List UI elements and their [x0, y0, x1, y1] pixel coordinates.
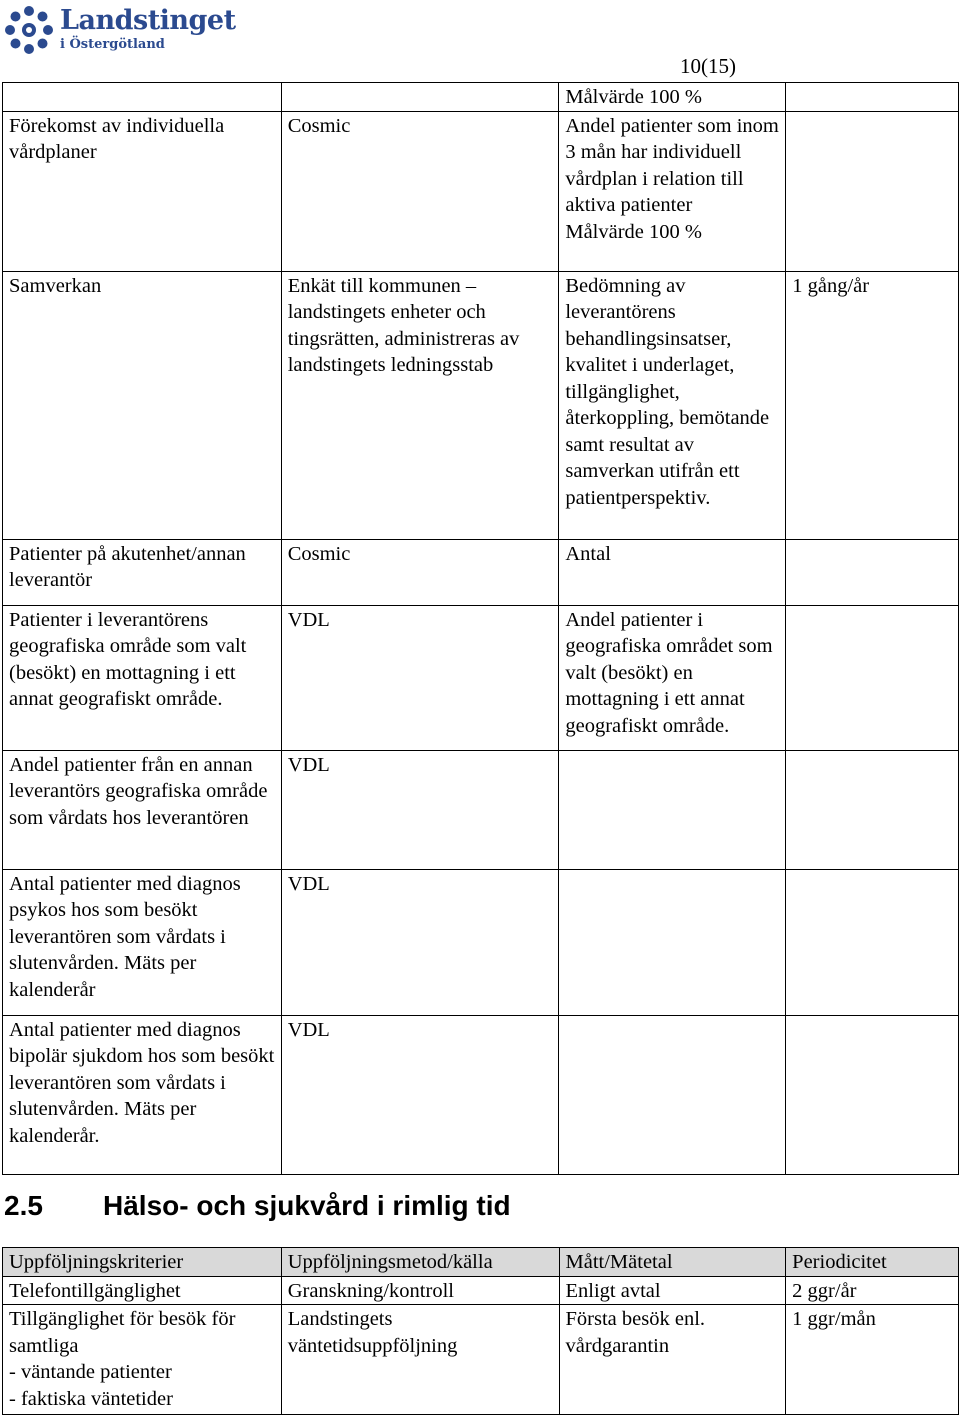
table-cell: Målvärde 100 %	[559, 83, 786, 112]
column-header: Uppföljningsmetod/källa	[281, 1248, 559, 1277]
table-cell: Granskning/kontroll	[281, 1276, 559, 1305]
section-heading	[4, 1190, 511, 1222]
table-row	[3, 111, 959, 271]
column-header: Uppföljningskriterier	[3, 1248, 282, 1277]
table-cell	[786, 111, 959, 271]
table-cell	[559, 1015, 786, 1174]
table-row	[3, 869, 959, 1015]
table-cell	[559, 869, 786, 1015]
table-row	[3, 1276, 959, 1305]
table-cell: Antal	[559, 539, 786, 605]
table-cell: VDL	[281, 1015, 559, 1174]
table-cell: Cosmic	[281, 111, 559, 271]
page-number: 10(15)	[680, 54, 736, 78]
table-cell: Andel patienter som inom 3 mån har individuell vårdplan i relation till aktiva patienter Målvärde 100 %	[559, 111, 786, 271]
table-cell: Bedömning av leverantörens behandlingsinsatser, kvalitet i underlaget, tillgänglighet, återkoppling, bemötande samt resultat av samverkan utifrån ett patientperspektiv.	[559, 271, 786, 539]
followup-table-continued	[2, 82, 959, 1175]
table-cell: Förekomst av individuella vårdplaner	[3, 111, 282, 271]
table-cell: Antal patienter med diagnos psykos hos som besökt leverantören som vårdats i slutenvården. Mäts per kalenderår	[3, 869, 282, 1015]
table-cell: Patienter på akutenhet/annan leverantör	[3, 539, 282, 605]
table-cell: Cosmic	[281, 539, 559, 605]
column-header: Mått/Mätetal	[559, 1248, 786, 1277]
table-cell: Patienter i leverantörens geografiska område som valt (besökt) en mottagning i ett annat geografiskt område.	[3, 605, 282, 750]
table-cell: Landstingets väntetidsuppföljning	[281, 1305, 559, 1415]
table-cell	[786, 750, 959, 869]
table-cell: Samverkan	[3, 271, 282, 539]
table-row	[3, 1305, 959, 1415]
table-row	[3, 271, 959, 539]
table-cell	[786, 1015, 959, 1174]
table-cell: Andel patienter i geografiska området som valt (besökt) en mottagning i ett annat geografiskt område.	[559, 605, 786, 750]
section-number: 2.5	[4, 1190, 43, 1221]
table-header-row	[3, 1248, 959, 1277]
table-cell: 1 gång/år	[786, 271, 959, 539]
table-cell	[3, 83, 282, 112]
section-title: Hälso- och sjukvård i rimlig tid	[103, 1190, 511, 1221]
table-cell	[786, 83, 959, 112]
table-cell: Första besök enl. vårdgarantin	[559, 1305, 786, 1415]
table-cell: VDL	[281, 869, 559, 1015]
table-cell: Tillgänglighet för besök för samtliga - väntande patienter - faktiska väntetider	[3, 1305, 282, 1415]
logo-title: Landstinget	[60, 5, 236, 36]
table-cell	[281, 83, 559, 112]
table-cell: 2 ggr/år	[786, 1276, 959, 1305]
table-row	[3, 605, 959, 750]
table-cell: Andel patienter från en annan leverantörs geografiska område som vårdats hos leverantören	[3, 750, 282, 869]
table-cell: Antal patienter med diagnos bipolär sjukdom hos som besökt leverantören som vårdats i slutenvården. Mäts per kalenderår.	[3, 1015, 282, 1174]
table-row	[3, 539, 959, 605]
table-cell	[786, 539, 959, 605]
logo-subtitle: i Östergötland	[60, 37, 165, 52]
column-header: Periodicitet	[786, 1248, 959, 1277]
table-row	[3, 1015, 959, 1174]
table-cell	[786, 869, 959, 1015]
table-row	[3, 750, 959, 869]
table-cell: Telefontillgänglighet	[3, 1276, 282, 1305]
table-cell	[559, 750, 786, 869]
landstinget-logo	[4, 3, 236, 59]
table-cell: VDL	[281, 750, 559, 869]
table-cell: 1 ggr/mån	[786, 1305, 959, 1415]
table-cell	[786, 605, 959, 750]
followup-table-rimlig-tid	[2, 1247, 959, 1415]
table-row	[3, 83, 959, 112]
table-cell: Enligt avtal	[559, 1276, 786, 1305]
table-cell: VDL	[281, 605, 559, 750]
table-cell: Enkät till kommunen – landstingets enheter och tingsrätten, administreras av landstingets ledningsstab	[281, 271, 559, 539]
snowflake-emblem-icon	[4, 5, 54, 55]
